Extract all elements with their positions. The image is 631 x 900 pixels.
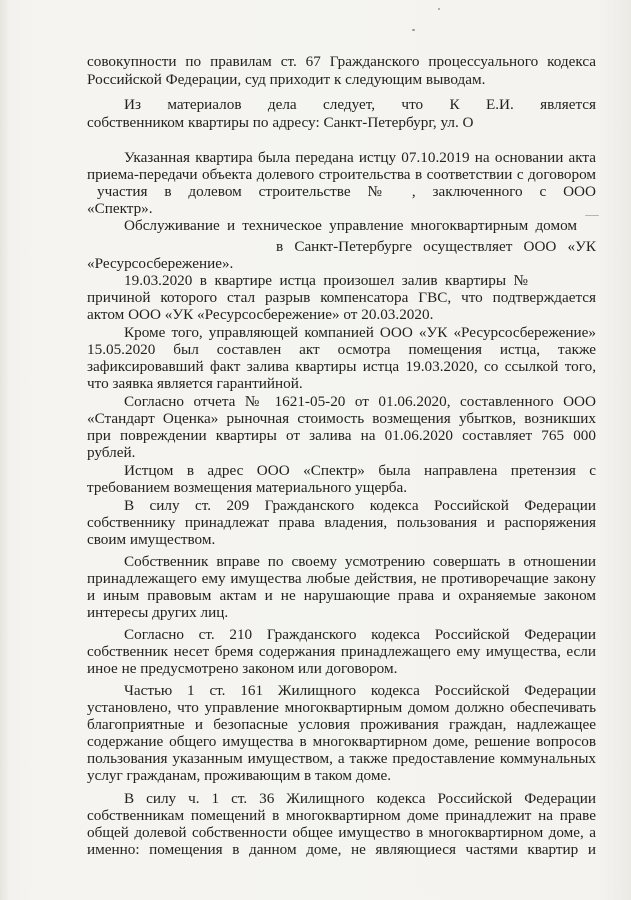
text-line: своим имуществом. (87, 531, 216, 548)
text-line: иное не предусмотрено законом или договором. (87, 660, 398, 677)
text-line: «Спектр». (87, 200, 153, 217)
text-line: Частью 1 ст. 161 Жилищного кодекса Российской Федерации (124, 682, 596, 699)
text-line: собственник несет бремя содержания принадлежащего ему имущества, если (87, 643, 596, 660)
text-line: Собственник вправе по своему усмотрению совершать в отношении (124, 553, 596, 570)
text-line: собственникам помещений в многоквартирном доме принадлежит на праве (87, 807, 596, 824)
text-line: рублей. (87, 444, 136, 461)
text-line: собственнику принадлежат права владения, пользования и распоряжения (87, 514, 596, 531)
scan-speck (438, 8, 440, 10)
text-line: что заявка является гарантийной. (87, 375, 303, 392)
text-line: зафиксировавший факт залива квартиры истца 19.03.2020, со ссылкой того, (87, 358, 596, 375)
text-line: Указанная квартира была передана истцу 07.10.2019 на основании акта (124, 149, 596, 166)
text-line: «Стандарт Оценка» рыночная стоимость возмещения убытков, возникших (87, 410, 596, 427)
text-line: Из материалов дела следует, что К Е.И. является (124, 96, 596, 113)
text-line: «Ресурсосбережение». (87, 255, 234, 272)
text-line: общей долевой собственности общее имущество в многоквартирном доме, а (87, 824, 596, 841)
text-line: требованием возмещения материального ущерба. (87, 479, 408, 496)
text-line: услуг гражданам, проживающим в таком доме. (87, 767, 392, 784)
text-line: 19.03.2020 в квартире истца произошел залив квартиры № (124, 272, 528, 289)
text-line: В силу ст. 209 Гражданского кодекса Российской Федерации (124, 497, 596, 514)
text-line: при повреждении квартиры от залива на 01.06.2020 составляет 765 000 (87, 427, 596, 444)
text-line: Согласно отчета № 1621-05-20 от 01.06.2020, составленного ООО (124, 393, 596, 410)
text-line: Российской Федерации, суд приходит к следующим выводам. (87, 71, 486, 88)
text-line: Кроме того, управляющей компанией ООО «УК «Ресурсосбережение» (124, 324, 596, 341)
text-line: В силу ч. 1 ст. 36 Жилищного кодекса Российской Федерации (124, 790, 596, 807)
text-line: интересы других лиц. (87, 604, 229, 621)
text-line: собственником квартиры по адресу: Санкт-Петербург, ул. О (87, 114, 474, 131)
text-line: участия в долевом строительстве № , заключенного с ООО (97, 183, 596, 200)
text-line: Обслуживание и техническое управление многоквартирным домом (124, 217, 577, 234)
text-line: и иным правовым актам и не нарушающие права и охраняемые законом (87, 587, 596, 604)
text-line: именно: помещения в данном доме, не являющиеся частями квартир и (87, 841, 596, 858)
text-line: 15.05.2020 был составлен акт осмотра помещения истца, также (87, 341, 596, 358)
text-line: в Санкт-Петербурге осуществляет ООО «УК (276, 238, 596, 255)
scan-speck (585, 215, 599, 216)
text-line: приема-передачи объекта долевого строительства в соответствии с договором (87, 166, 596, 183)
scan-speck (412, 29, 415, 31)
text-line: актом ООО «УК «Ресурсосбережение» от 20.03.2020. (87, 306, 434, 323)
text-line: пользования указанным имуществом, а также предоставление коммунальных (87, 750, 596, 767)
text-line: причиной которого стал разрыв компенсатора ГВС, что подтверждается (87, 289, 596, 306)
text-line: принадлежащего ему имущества любые действия, не противоречащие закону (87, 570, 596, 587)
text-line: Истцом в адрес ООО «Спектр» была направлена претензия с (124, 462, 596, 479)
text-line: совокупности по правилам ст. 67 Гражданского процессуального кодекса (87, 53, 596, 70)
text-line: установлено, что управление многоквартирным домом должно обеспечивать (87, 699, 596, 716)
text-line: содержание общего имущества в многоквартирном доме, решение вопросов (87, 733, 596, 750)
text-line: благоприятные и безопасные условия проживания граждан, надлежащее (87, 716, 596, 733)
text-line: Согласно ст. 210 Гражданского кодекса Российской Федерации (124, 626, 596, 643)
